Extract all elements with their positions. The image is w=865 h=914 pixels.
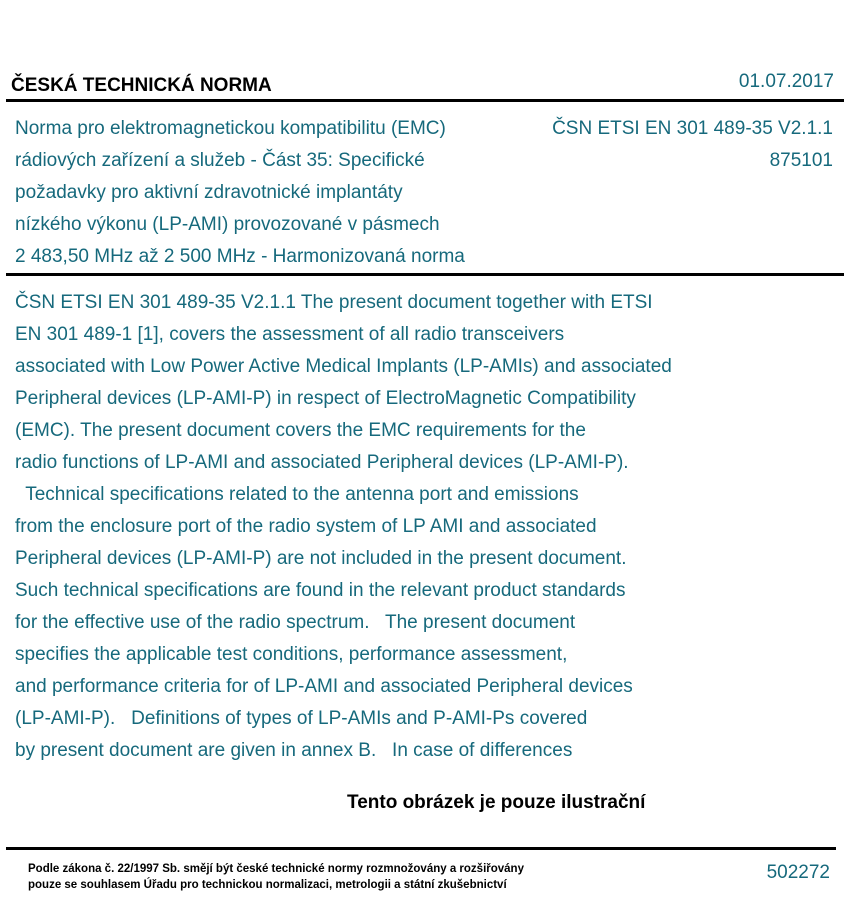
abstract-line: associated with Low Power Active Medical Implants (LP-AMIs) and associated xyxy=(15,356,672,377)
abstract-line: Peripheral devices (LP-AMI-P) in respect of ElectroMagnetic Compatibility xyxy=(15,388,636,409)
abstract-line: and performance criteria for of LP-AMI and associated Peripheral devices xyxy=(15,676,633,697)
footer-divider xyxy=(6,847,836,850)
title-line: rádiových zařízení a služeb - Část 35: Specifické xyxy=(15,150,425,171)
header-divider xyxy=(6,99,844,102)
abstract-line: Such technical specifications are found in the relevant product standards xyxy=(15,580,626,601)
document-number: 502272 xyxy=(766,862,830,883)
title-line: nízkého výkonu (LP-AMI) provozované v pásmech xyxy=(15,214,440,235)
abstract-line: Technical specifications related to the antenna port and emissions xyxy=(15,484,579,505)
abstract-line: for the effective use of the radio spectrum. The present document xyxy=(15,612,576,633)
title-line: Norma pro elektromagnetickou kompatibilitu (EMC) xyxy=(15,118,446,139)
abstract-line: specifies the applicable test conditions, performance assessment, xyxy=(15,644,568,665)
abstract-line: (LP-AMI-P). Definitions of types of LP-AMIs and P-AMI-Ps covered xyxy=(15,708,588,729)
legal-notice-line: pouze se souhlasem Úřadu pro technickou normalizaci, metrologii a státní zkušebnictví xyxy=(28,879,507,891)
abstract-line: radio functions of LP-AMI and associated Peripheral devices (LP-AMI-P). xyxy=(15,452,629,473)
title-line: požadavky pro aktivní zdravotnické implantáty xyxy=(15,182,403,203)
standard-code: ČSN ETSI EN 301 489-35 V2.1.1 xyxy=(552,118,833,139)
abstract-line: by present document are given in annex B. In case of differences xyxy=(15,740,573,761)
title-divider xyxy=(6,273,844,276)
abstract-line: from the enclosure port of the radio system of LP AMI and associated xyxy=(15,516,597,537)
abstract-line: (EMC). The present document covers the EMC requirements for the xyxy=(15,420,586,441)
legal-notice-line: Podle zákona č. 22/1997 Sb. smějí být české technické normy rozmnožovány a rozšiřovány xyxy=(28,863,524,875)
abstract-line: EN 301 489-1 [1], covers the assessment of all radio transceivers xyxy=(15,324,565,345)
publication-date: 01.07.2017 xyxy=(738,71,834,92)
illustration-note: Tento obrázek je pouze ilustrační xyxy=(347,792,646,813)
abstract-line: ČSN ETSI EN 301 489-35 V2.1.1 The present document together with ETSI xyxy=(15,292,653,313)
classification-number: 875101 xyxy=(769,150,833,171)
title-line: 2 483,50 MHz až 2 500 MHz - Harmonizovaná norma xyxy=(15,246,465,267)
norm-heading: ČESKÁ TECHNICKÁ NORMA xyxy=(11,75,272,96)
abstract-line: Peripheral devices (LP-AMI-P) are not included in the present document. xyxy=(15,548,627,569)
